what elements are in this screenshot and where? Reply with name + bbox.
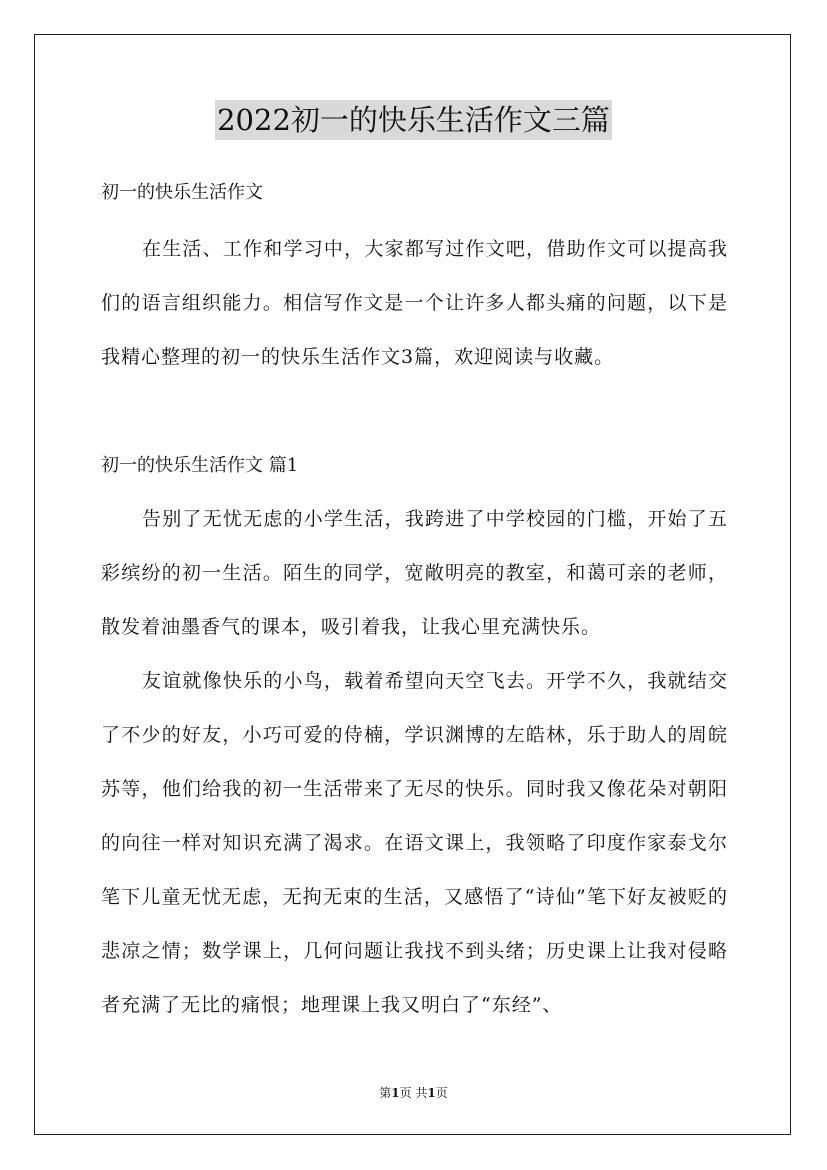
footer-page-suffix: 页 (435, 1086, 448, 1100)
page-footer (0, 1085, 827, 1101)
footer-page-mid: 页 共 (399, 1086, 428, 1100)
document-title: 2022初一的快乐生活作文三篇 (215, 100, 612, 140)
section-heading: 初一的快乐生活作文 篇1 (101, 455, 299, 476)
footer-page-prefix: 第 (379, 1086, 392, 1100)
title-container (0, 100, 827, 140)
body-paragraph-2: 友谊就像快乐的小鸟，载着希望向天空飞去。开学不久，我就结交了不少的好友，小巧可爱的侍楠，学识渊博的左皓林，乐于助人的周皖苏等，他们给我的初一生活带来了无尽的快乐。同时我又像花朵对朝阳的向往一样对知识充满了渴求。在语文课上，我领略了印度作家泰戈尔笔下儿童无忧无虑，无拘无束的生活，又感悟了“诗仙”笔下好友被贬的悲凉之情；数学课上，几何问题让我找不到头绪；历史课上让我对侵略者充满了无比的痛恨；地理课上我又明白了“东经”、 (101, 670, 728, 1016)
intro-paragraph: 在生活、工作和学习中，大家都写过作文吧，借助作文可以提高我们的语言组织能力。相信写作文是一个让许多人都头痛的问题，以下是我精心整理的初一的快乐生活作文3篇，欢迎阅读与收藏。 (101, 238, 728, 368)
footer-page-total: 1 (427, 1086, 436, 1100)
body-paragraph-1: 告别了无忧无虑的小学生活，我跨进了中学校园的门槛，开始了五彩缤纷的初一生活。陌生的同学，宽敞明亮的教室，和蔼可亲的老师，散发着油墨香气的课本，吸引着我，让我心里充满快乐。 (101, 508, 728, 638)
intro-heading: 初一的快乐生活作文 (101, 182, 263, 203)
footer-page-current: 1 (391, 1086, 400, 1100)
